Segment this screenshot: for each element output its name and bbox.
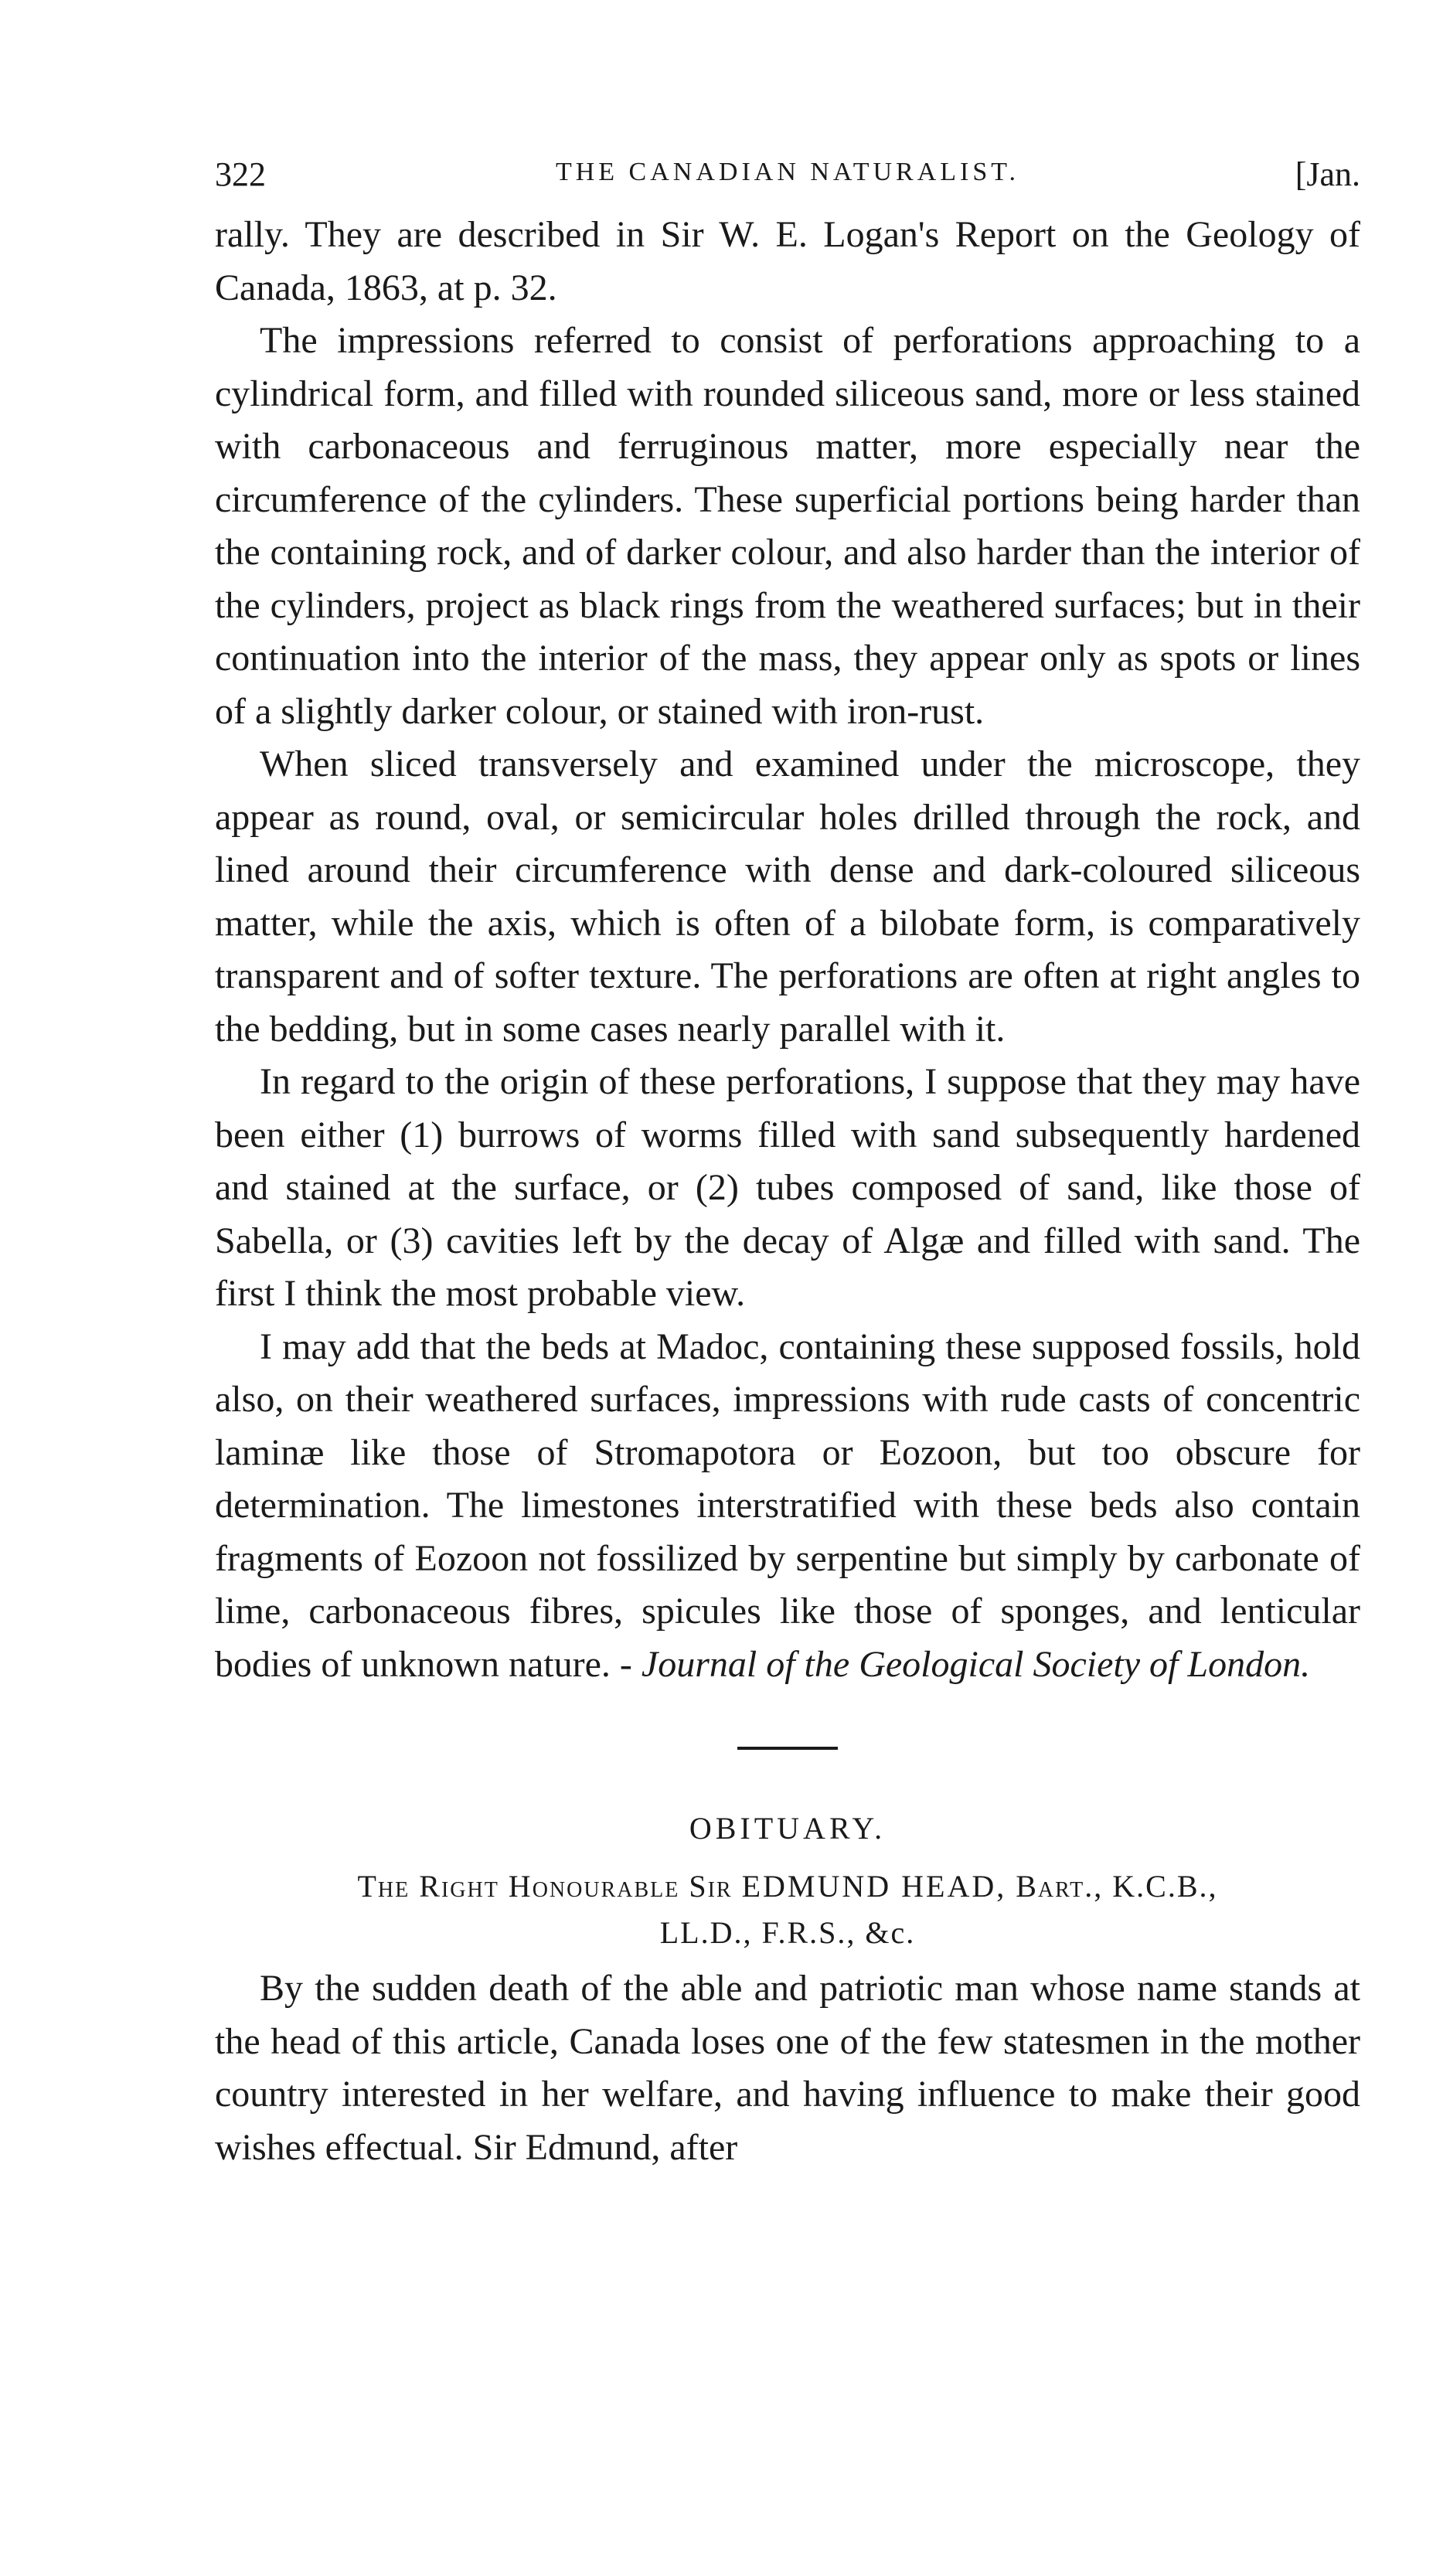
subject-titles: Bart., K.C.B.,	[1016, 1869, 1218, 1904]
subject-name: EDMUND HEAD,	[741, 1869, 1007, 1904]
paragraph-text: I may add that the beds at Madoc, containing these supposed fossils, hold also, on their weathered surfaces, impressions with rude casts of concentric laminæ like those of Stromapotora or Eozoon, but too obscure for determination. The limestones interstratified with these beds also contain fragments of Eozoon not fossilized by serpentine but simply by carbonate of lime, carbonaceous fibres, spicules like those of sponges, and lenticular bodies of unknown nature. -	[215, 1325, 1360, 1685]
article-body	[215, 209, 1360, 1691]
paragraph	[215, 1321, 1360, 1692]
subject-honorific: The Right Honourable Sir	[357, 1869, 733, 1904]
source-citation: Journal of the Geological Society of London.	[641, 1643, 1311, 1685]
paragraph: The impressions referred to consist of perforations approaching to a cylindrical form, and filled with rounded siliceous sand, more or less stained with carbonaceous and ferruginous matter, more especially near the circumference of the cylinders. These superficial portions being harder than the containing rock, and of darker colour, and also harder than the interior of the cylinders, project as black rings from the weathered surfaces; but in their continuation into the interior of the mass, they appear only as spots or lines of a slightly darker colour, or stained with iron-rust.	[215, 320, 1360, 732]
page-number: 322	[215, 155, 266, 193]
obituary-body	[215, 1962, 1360, 2174]
paragraph: In regard to the origin of these perforations, I suppose that they may have been either (1) burrows of worms filled with sand subsequently hardened and stained at the surface, or (2) tubes composed of sand, like those of Sabella, or (3) cavities left by the decay of Algæ and filled with sand. The first I think the most probable view.	[215, 1061, 1360, 1314]
running-header	[215, 147, 1360, 209]
running-title: THE CANADIAN NATURALIST.	[555, 158, 1020, 186]
paragraph: By the sudden death of the able and patriotic man whose name stands at the head of this article, Canada loses one of the few statesmen in the mother country interested in her welfare, and having influence to make their good wishes effectual. Sir Edmund, after	[215, 1968, 1360, 2168]
subject-line	[215, 1863, 1360, 1910]
obituary-subject	[215, 1863, 1360, 1956]
section-divider	[737, 1747, 838, 1750]
paragraph: When sliced transversely and examined under the microscope, they appear as round, oval, or semicircular holes drilled through the rock, and lined around their circumference with dense and dark-coloured siliceous matter, while the axis, which is often of a bilobate form, is comparatively transparent and of softer texture. The perforations are often at right angles to the bedding, but in some cases nearly parallel with it.	[215, 744, 1360, 1050]
paragraph: rally. They are described in Sir W. E. Logan's Report on the Geology of Canada, 1863, at p. 32.	[215, 214, 1360, 308]
book-page	[215, 147, 1360, 2174]
obituary-heading: OBITUARY.	[689, 1811, 887, 1846]
subject-degrees: LL.D., F.R.S., &c.	[659, 1915, 916, 1950]
section-marker: [Jan.	[1295, 155, 1360, 193]
